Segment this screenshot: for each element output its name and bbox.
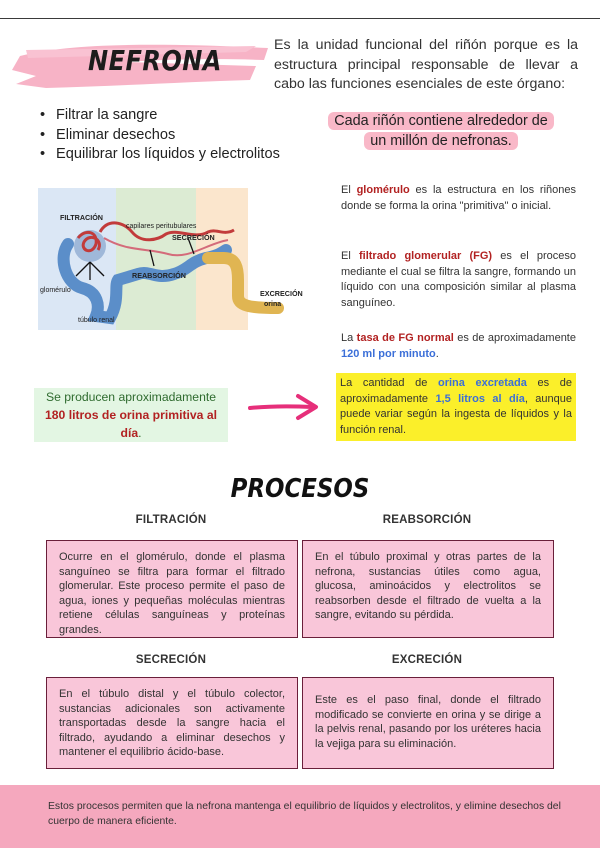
primitive-value: 180 litros de orina primitiva al día — [44, 408, 218, 440]
process-card-excrecion: Este es el paso final, donde el filtrado modificado se convierte en orina y se dirige a la pelvis renal, pasando por los uréteres hacia la vejiga para su eliminación. — [302, 677, 554, 769]
process-heading-reabsorcion: REABSORCIÓN — [382, 514, 472, 526]
primitive-pre: Se producen aproximadamente — [45, 390, 217, 404]
fg-term: filtrado glomerular (FG) — [358, 250, 493, 262]
top-divider — [0, 18, 600, 19]
label-tubulo: túbulo renal — [78, 317, 115, 324]
label-orina: orina — [264, 301, 282, 308]
glomerulo-term: glomérulo — [356, 184, 410, 196]
kidney-count-highlight — [326, 111, 556, 151]
process-card-reabsorcion: En el túbulo proximal y otras partes de la nefrona, sustancias útiles como agua, glucosa, aminoácidos y electrolitos se reabsorben desde el filtrado de vuelta a la sangre, evitando su pérdida. — [302, 540, 554, 638]
label-capilares: capilares peritubulares — [126, 223, 197, 230]
label-glomerulo: glomérulo — [40, 287, 71, 294]
list-item: • Equilibrar los líquidos y electrolitos — [40, 145, 280, 165]
label-reabsorcion: REABSORCIÓN — [132, 271, 186, 280]
excreted-term: orina excretada — [437, 377, 527, 389]
process-heading-filtracion: FILTRACIÓN — [135, 514, 207, 526]
reabsorption-zone — [116, 188, 196, 330]
process-card-filtracion: Ocurre en el glomérulo, donde el plasma sanguíneo se filtra para formar el filtrado glomerular. Este proceso permite el paso de agua, iones y pequeñas moléculas mientras retiene células sanguíneas y proteínas grandes. — [46, 540, 298, 638]
tasa-value: 120 ml por minuto — [341, 347, 436, 360]
glomerulo-info: El glomérulo es la estructura en los riñones donde se forma la orina "primitiva" o inicial. — [341, 184, 576, 212]
process-heading-excrecion: EXCRECIÓN — [391, 654, 463, 666]
label-filtracion: FILTRACIÓN — [60, 213, 103, 222]
list-item: • Eliminar desechos — [40, 126, 280, 146]
function-list — [40, 106, 280, 165]
footer-text: Estos procesos permiten que la nefrona mantenga el equilibrio de líquidos y electrolitos, y elimine desechos del cuerpo de manera eficiente. — [48, 801, 561, 827]
nephron-diagram — [38, 188, 303, 330]
primitive-urine-callout: Se producen aproximadamente 180 litros de orina primitiva al día. — [34, 388, 228, 442]
label-excrecion: EXCRECIÓN — [260, 289, 303, 298]
label-secrecion: SECRECIÓN — [172, 233, 215, 242]
excreted-urine-callout: La cantidad de orina excretada es de aproximadamente 1,5 litros al día, aunque puede variar según la ingesta de líquidos y la función renal. — [336, 373, 576, 441]
tasa-info: La tasa de FG normal es de aproximadamente 120 ml por minuto. — [341, 332, 576, 360]
list-item: • Filtrar la sangre — [40, 106, 280, 126]
process-card-secrecion: En el túbulo distal y el túbulo colector, sustancias adicionales son activamente transportadas desde la sangre hacia el filtrado, ayudando a eliminar desechos y mantener el equilibrio ácido-base. — [46, 677, 298, 769]
page-title: NEFRONA — [88, 44, 222, 77]
tasa-term: tasa de FG normal — [356, 332, 454, 344]
bowman-capsule — [74, 230, 106, 262]
kidney-count-text: Cada riñón contiene alrededor de un millón de nefronas. — [328, 112, 554, 150]
filtration-zone — [38, 188, 116, 330]
arrow-right-icon — [246, 392, 324, 422]
excreted-value: 1,5 litros al día — [435, 392, 525, 405]
process-heading-secrecion: SECRECIÓN — [135, 654, 207, 666]
intro-text: Es la unidad funcional del riñón porque es la estructura principal responsable de llevar a cabo las funciones esenciales de este órgano: — [274, 37, 578, 92]
procesos-title: PROCESOS — [230, 474, 370, 504]
fg-info: El filtrado glomerular (FG) es el proceso mediante el cual se filtra la sangre, formando un líquido con una composición similar al plasma sanguíneo. — [341, 250, 577, 309]
